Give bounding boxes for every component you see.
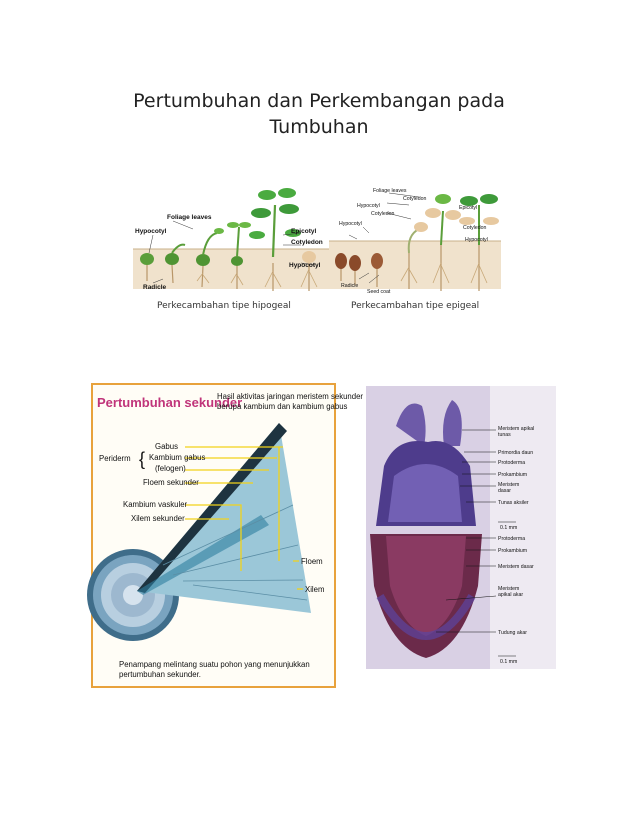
label-epicotyl: Epicotyl <box>459 205 478 211</box>
page-title <box>60 88 578 140</box>
label-periderm: Periderm <box>99 454 131 463</box>
label-cotyledon-top: Cotyledon <box>403 196 427 202</box>
label-meristem-dasar-shoot: Meristem <box>498 482 520 488</box>
label-floem: Floem <box>301 557 323 566</box>
label-meristem-dasar-root: Meristem dasar <box>498 564 534 570</box>
secondary-growth-figure <box>91 383 364 688</box>
label-protoderma-shoot: Protoderma <box>498 460 526 466</box>
epigeal-illustration <box>329 183 501 295</box>
secondary-title: Pertumbuhan sekunder <box>97 395 243 410</box>
hypogeal-caption: Perkecambahan tipe hipogeal <box>157 301 291 311</box>
scale-bar-bottom: 0.1 mm <box>500 659 518 665</box>
label-prokambium-shoot: Prokambium <box>498 472 528 478</box>
label-kambium-vaskuler: Kambium vaskuler <box>123 500 188 509</box>
label-cotyledon-mid: Cotyledon <box>371 211 395 217</box>
scale-bar-top: 0.1 mm <box>500 525 518 531</box>
label-hypocotyl-left: Hypocotyl <box>135 228 167 235</box>
label-cotyledon-right: Cotyledon <box>463 225 487 231</box>
meristem-micrograph <box>366 386 556 669</box>
label-foliage-leaves: Foliage leaves <box>373 188 407 194</box>
label-kambium-gabus: Kambium gabus <box>149 453 206 462</box>
label-hypocotyl-left: Hypocotyl <box>339 221 362 227</box>
hypogeal-illustration <box>133 183 329 295</box>
label-primordia-daun: Primordia daun <box>498 450 534 456</box>
label-dasar: dasar <box>498 488 511 494</box>
secondary-growth-diagram <box>93 385 364 686</box>
label-radicle: Radicle <box>341 283 359 289</box>
secondary-note-line1: Hasil aktivitas jaringan meristem sekunder <box>217 392 364 401</box>
label-protoderma-root: Protoderma <box>498 536 526 542</box>
label-floem-sekunder: Floem sekunder <box>143 478 199 487</box>
label-epicotyl: Epicotyl <box>291 228 317 235</box>
label-seed-coat: Seed coat <box>367 289 391 295</box>
page-title-line2: Tumbuhan <box>269 116 369 138</box>
secondary-note-line2: berupa kambium dan kambium gabus <box>217 402 348 411</box>
label-xilem-sekunder: Xilem sekunder <box>131 514 185 523</box>
seed-shape <box>140 253 154 265</box>
hypogeal-figure <box>133 183 329 295</box>
label-tunas-aksiler: Tunas aksiler <box>498 500 529 506</box>
secondary-caption-line1: Penampang melintang suatu pohon yang menunjukkan <box>119 660 310 669</box>
label-radicle: Radicle <box>143 284 167 291</box>
label-tudung-akar: Tudung akar <box>498 630 527 636</box>
label-felogen: (felogen) <box>155 464 186 473</box>
label-tunas: tunas <box>498 432 511 438</box>
label-apikal-akar: apikal akar <box>498 592 524 598</box>
label-meristem-root: Meristem <box>498 586 520 592</box>
meristem-figure <box>366 386 556 669</box>
label-gabus: Gabus <box>155 442 178 451</box>
label-prokambium-root: Prokambium <box>498 548 528 554</box>
epigeal-caption: Perkecambahan tipe epigeal <box>351 301 480 311</box>
page-title-line1: Pertumbuhan dan Perkembangan pada <box>133 90 505 112</box>
label-xilem: Xilem <box>305 585 325 594</box>
secondary-caption-line2: pertumbuhan sekunder. <box>119 670 201 679</box>
svg-text:{: { <box>139 449 146 469</box>
label-cotyledon: Cotyledon <box>291 239 323 246</box>
epigeal-figure <box>329 183 501 295</box>
label-hypocotyl-right: Hypocotyl <box>465 237 488 243</box>
label-foliage-leaves: Foliage leaves <box>167 214 212 221</box>
label-meristem-apikal: Meristem apikal <box>498 426 535 432</box>
label-hypocotyl-top: Hypocotyl <box>357 203 380 209</box>
label-hypocotyl-right: Hypocotyl <box>289 262 321 269</box>
